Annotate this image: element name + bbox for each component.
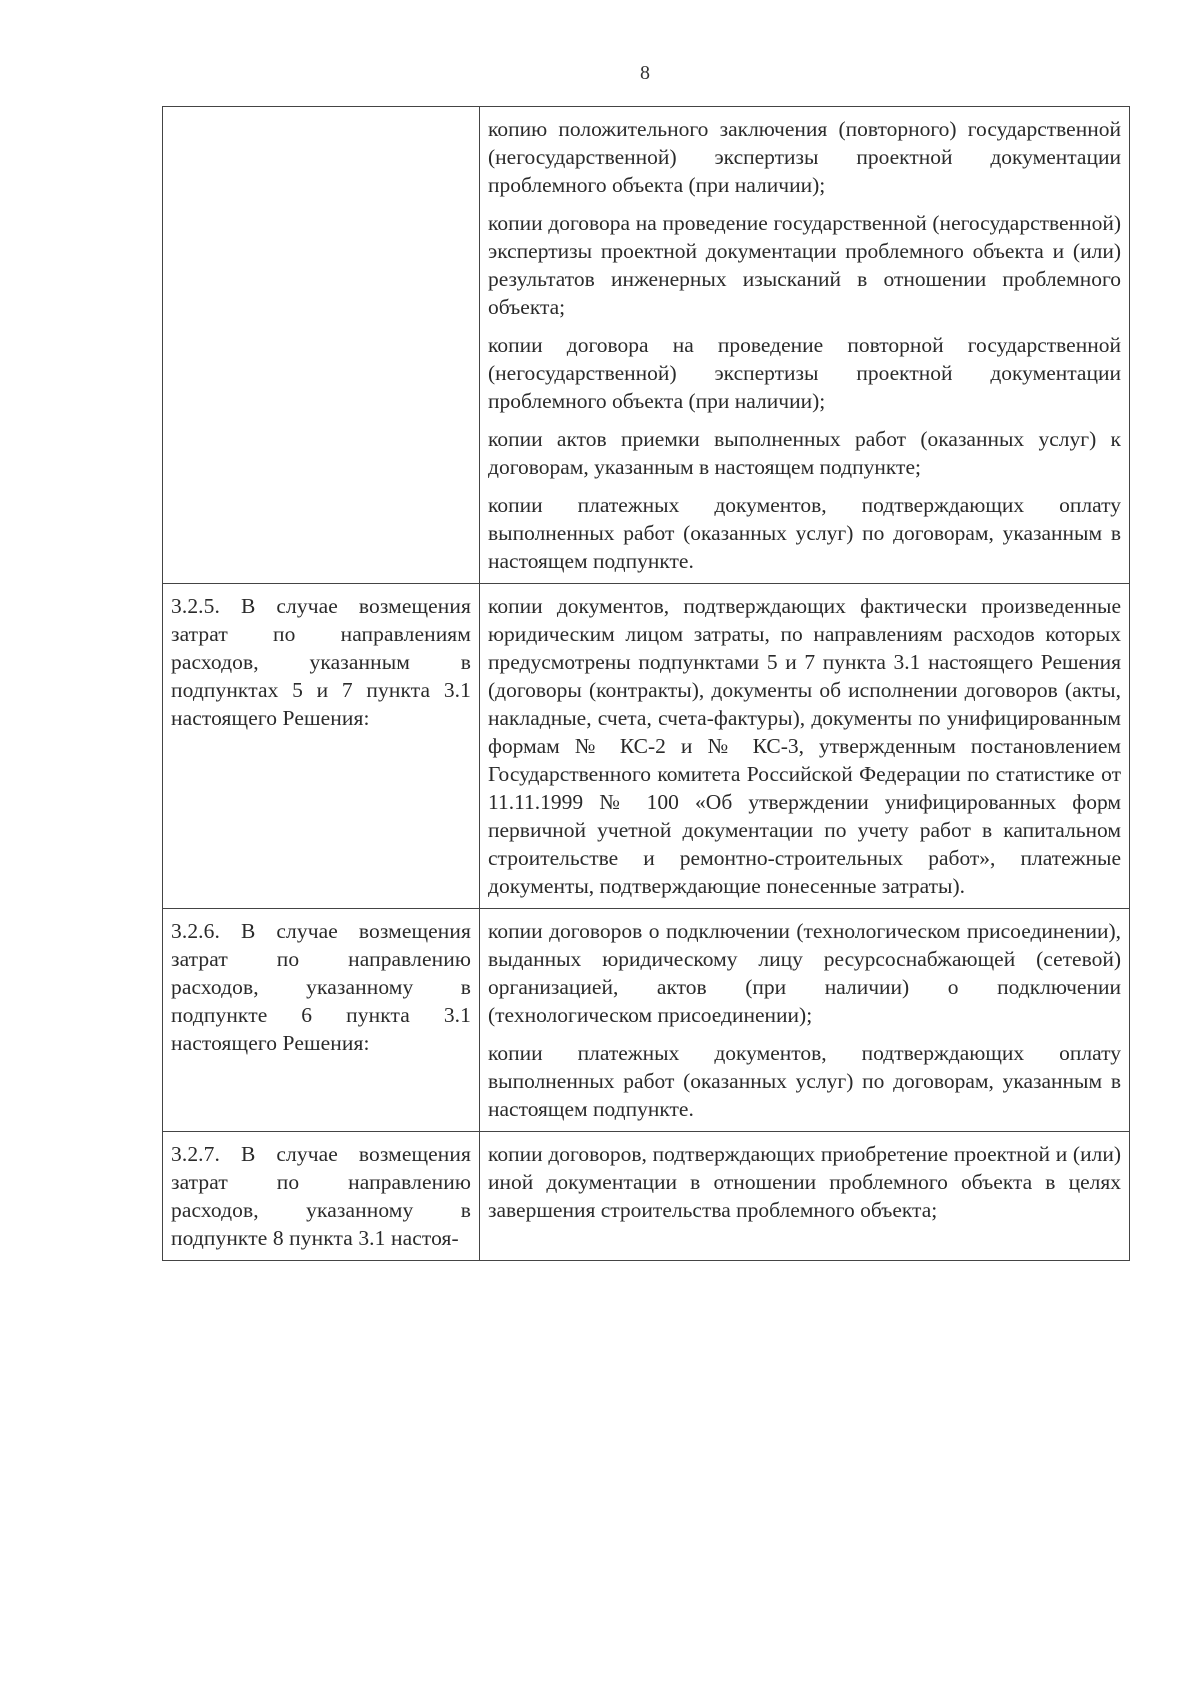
requirements-table [162,106,1130,1261]
document-item: копии актов приемки выполненных работ (оказанных услуг) к договорам, указанным в настоящем подпункте; [488,427,1121,479]
right-cell [480,107,1130,584]
document-item: копии договоров, подтверждающих приобретение проектной и (или) иной документации в отношении проблемного объекта в целях завершения строительства проблемного объекта; [488,1142,1121,1222]
document-item: копии договора на проведение государственной (негосударственной) экспертизы проектной документации проблемного объекта и (или) результатов инженерных изысканий в отношении проблемного объекта; [488,211,1121,319]
left-cell [163,1132,480,1261]
document-item: копии платежных документов, подтверждающих оплату выполненных работ (оказанных услуг) по договорам, указанным в настоящем подпункте. [488,1041,1121,1121]
table-row [163,584,1130,909]
table-row [163,909,1130,1132]
left-cell [163,909,480,1132]
table-row [163,107,1130,584]
table-row [163,1132,1130,1261]
right-cell [480,1132,1130,1261]
row-heading: 3.2.5. В случае возмещения затрат по направлениям расходов, указанным в подпунктах 5 и 7 пункта 3.1 настоящего Решения: [171,594,471,730]
document-item: копии договора на проведение повторной государственной (негосударственной) экспертизы проектной документации проблемного объекта (при наличии); [488,333,1121,413]
right-cell [480,584,1130,909]
row-heading: 3.2.7. В случае возмещения затрат по направлению расходов, указанному в подпункте 8 пункта 3.1 настоя- [171,1142,471,1250]
right-cell [480,909,1130,1132]
document-item: копии договоров о подключении (технологическом присоединении), выданных юридическому лицу ресурсоснабжающей (сетевой) организацией, актов (при наличии) о подключении (технологическом присоединении); [488,919,1121,1027]
document-item: копию положительного заключения (повторного) государственной (негосударственной) экспертизы проектной документации проблемного объекта (при наличии); [488,117,1121,197]
left-cell [163,584,480,909]
page-number: 8 [640,62,650,84]
document-item: копии платежных документов, подтверждающих оплату выполненных работ (оказанных услуг) по договорам, указанным в настоящем подпункте. [488,493,1121,573]
document-item: копии документов, подтверждающих фактически произведенные юридическим лицом затраты, по направлениям расходов которых предусмотрены подпунктами 5 и 7 пункта 3.1 настоящего Решения (договоры (контракты), документы об исполнении договоров (акты, накладные, счета, счета-фактуры), документы по унифицированным формам № КС-2 и № КС-3, утвержденным постановлением Государственного комитета Российской Федерации по статистике от 11.11.1999 № 100 «Об утверждении унифицированных форм первичной учетной документации по учету работ в капитальном строительстве и ремонтно-строительных работ», платежные документы, подтверждающие понесенные затраты). [488,594,1121,898]
left-cell [163,107,480,584]
row-heading: 3.2.6. В случае возмещения затрат по направлению расходов, указанному в подпункте 6 пункта 3.1 настоящего Решения: [171,919,471,1055]
